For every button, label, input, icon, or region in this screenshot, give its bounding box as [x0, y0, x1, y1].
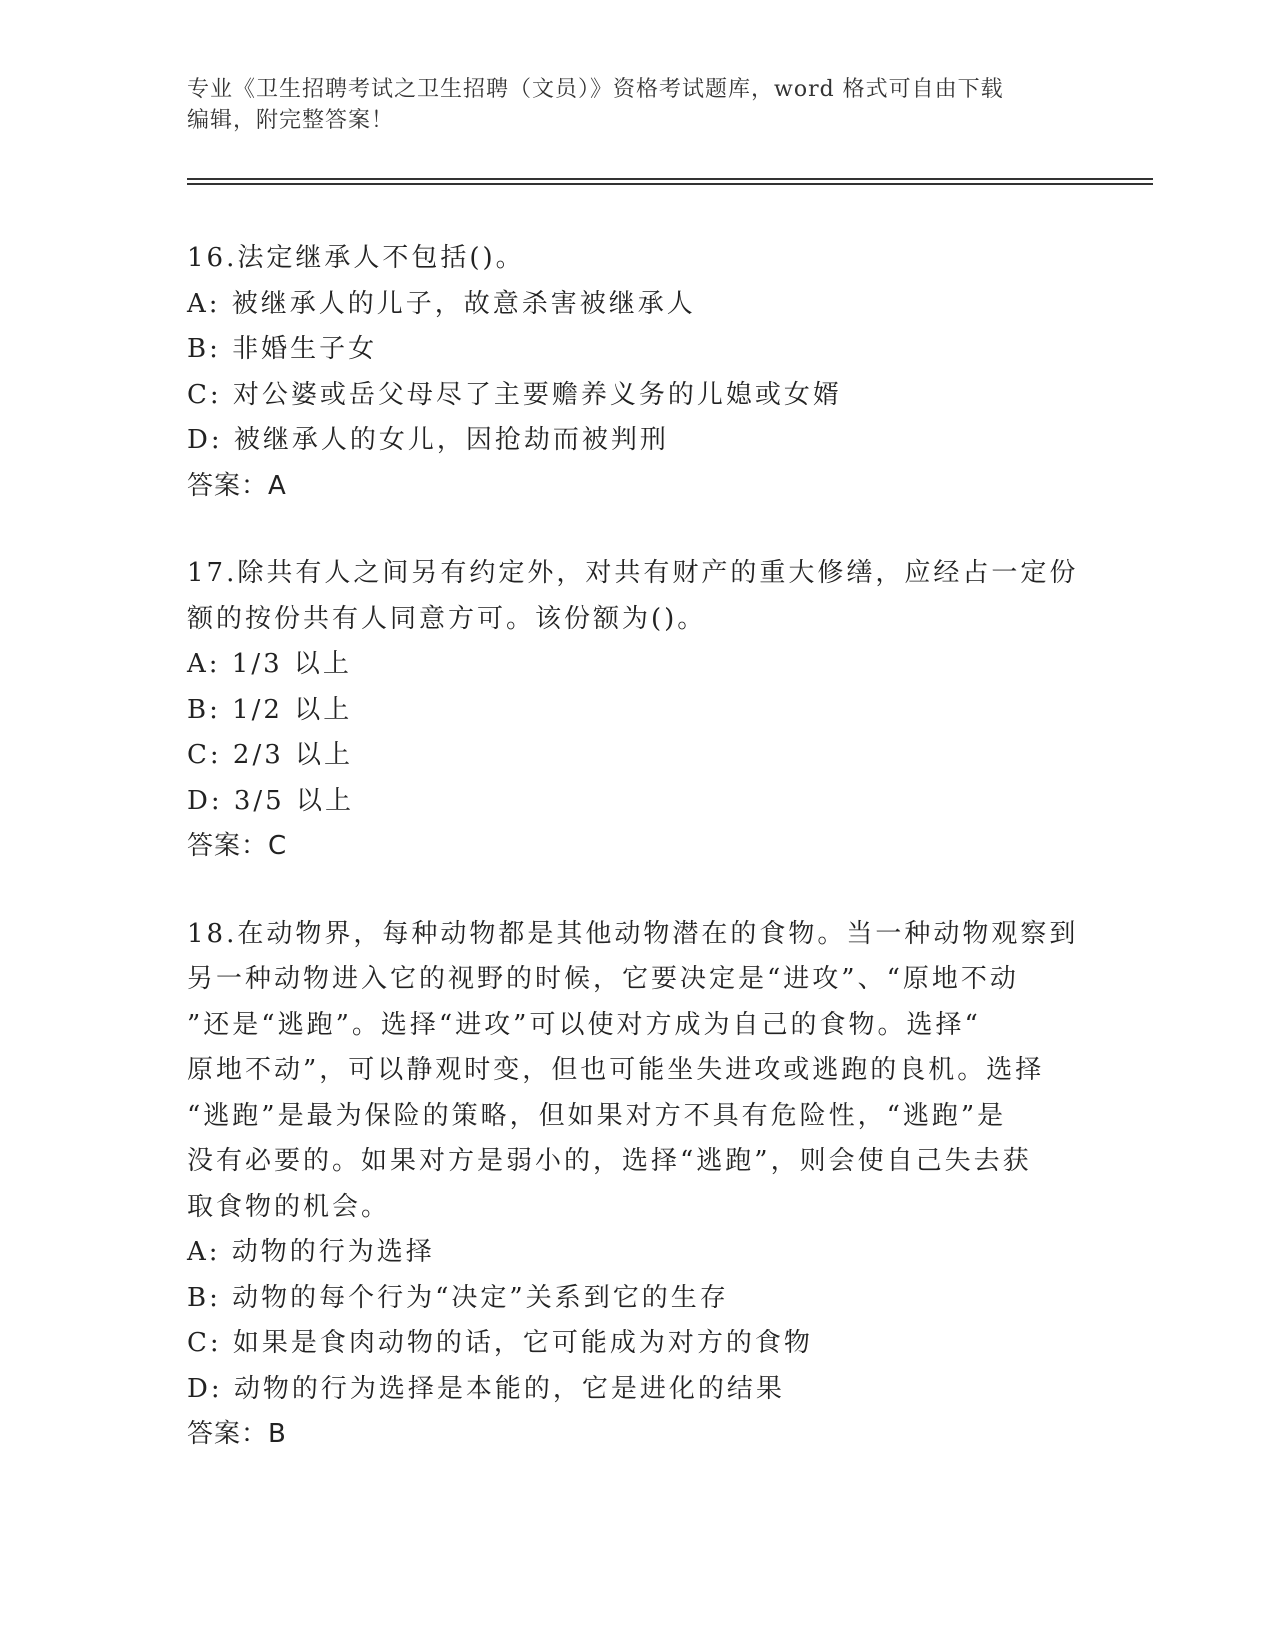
option-b: B: 1/2 以上 [187, 694, 353, 725]
answer-label: 答案：B [187, 1419, 287, 1449]
header-line-2: 编辑，附完整答案！ [187, 108, 395, 133]
answer-label: 答案：C [187, 831, 288, 861]
header-rule-bottom [187, 183, 1153, 185]
stem-line: “逃跑”是最为保险的策略，但如果对方不具有危险性，“逃跑”是 [187, 1100, 1007, 1131]
stem-line: 没有必要的。如果对方是弱小的，选择“逃跑”，则会使自己失去获 [187, 1146, 1032, 1176]
question-16 [187, 236, 1087, 509]
stem-line: 17.除共有人之间另有约定外，对共有财产的重大修缮，应经占一定份 [187, 558, 1079, 588]
option-a: A: 动物的行为选择 [187, 1237, 435, 1267]
option-d: D: 动物的行为选择是本能的，它是进化的结果 [187, 1373, 785, 1404]
stem-line: 16.法定继承人不包括()。 [187, 243, 525, 273]
option-b: B: 非婚生子女 [187, 334, 378, 364]
question-18 [187, 912, 1087, 1458]
option-a: A: 1/3 以上 [187, 649, 352, 679]
question-list [187, 236, 1087, 1500]
question-stem [187, 551, 1087, 642]
stem-line: 取食物的机会。 [187, 1191, 391, 1222]
option-c: C: 如果是食肉动物的话，它可能成为对方的食物 [187, 1328, 813, 1358]
question-17 [187, 551, 1087, 870]
stem-line: 另一种动物进入它的视野的时候，它要决定是“进攻”、“原地不动 [187, 964, 1019, 994]
option-c: C: 2/3 以上 [187, 740, 354, 770]
option-d: D: 被继承人的女儿，因抢劫而被判刑 [187, 425, 669, 455]
stem-line: 额的按份共有人同意方可。该份额为()。 [187, 603, 707, 634]
stem-line: 原地不动”，可以静观时变，但也可能坐失进攻或逃跑的良机。选择 [187, 1055, 1045, 1085]
question-stem [187, 236, 1087, 282]
document-header [187, 74, 1087, 136]
answer-label: 答案：A [187, 470, 287, 501]
header-line-1: 专业《卫生招聘考试之卫生招聘（文员）》资格考试题库，word 格式可自由下载 [187, 77, 1004, 102]
header-rule-top [187, 178, 1153, 180]
option-c: C: 对公婆或岳父母尽了主要赡养义务的儿媳或女婿 [187, 379, 842, 410]
option-a: A: 被继承人的儿子，故意杀害被继承人 [187, 288, 696, 319]
option-b: B: 动物的每个行为“决定”关系到它的生存 [187, 1282, 729, 1313]
option-d: D: 3/5 以上 [187, 785, 354, 816]
stem-line: 18.在动物界，每种动物都是其他动物潜在的食物。当一种动物观察到 [187, 918, 1079, 949]
stem-line: ”还是“逃跑”。选择“进攻”可以使对方成为自己的食物。选择“ [187, 1009, 981, 1040]
question-stem [187, 912, 1087, 1231]
